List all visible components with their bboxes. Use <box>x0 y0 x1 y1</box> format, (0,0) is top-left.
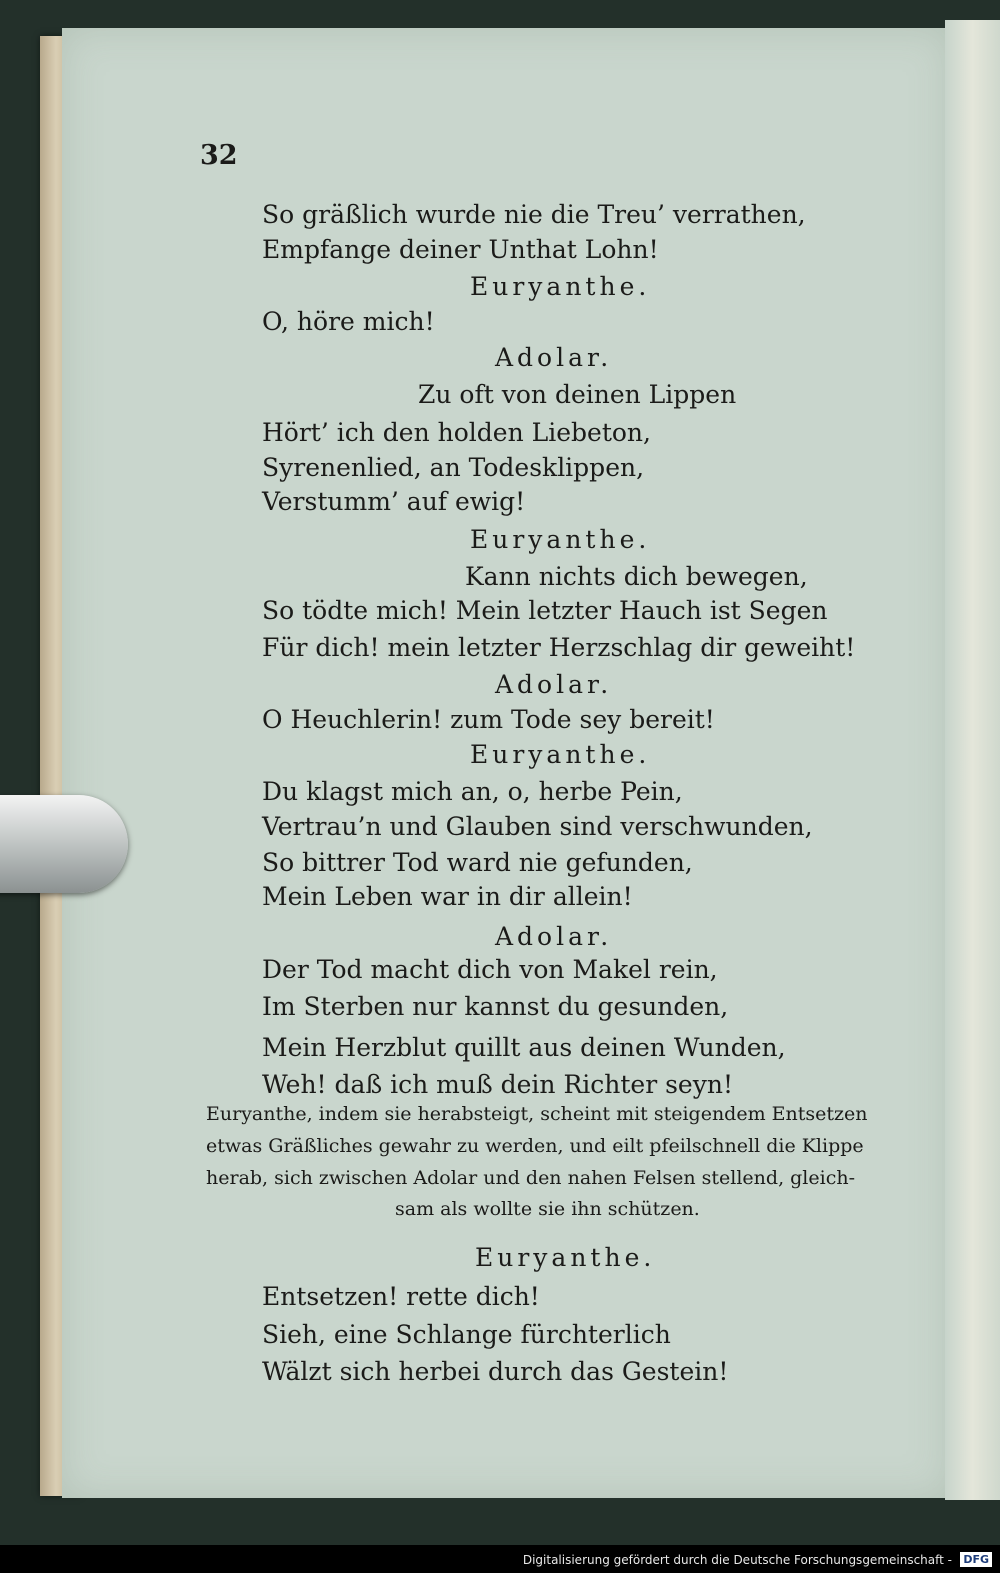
verse-line: Du klagst mich an, o, herbe Pein, <box>262 777 683 806</box>
page-number: 32 <box>200 140 238 171</box>
verse-line: Vertrau’n und Glauben sind verschwunden, <box>262 812 813 841</box>
digitization-footer <box>0 1545 1000 1573</box>
verse-line: Kann nichts dich bewegen, <box>465 562 808 591</box>
speaker-name: Adolar. <box>495 343 613 372</box>
footer-credit: Digitalisierung gefördert durch die Deutsche Forschungsgemeinschaft - <box>522 1553 952 1567</box>
speaker-name: Adolar. <box>495 922 613 951</box>
verse-line: So bittrer Tod ward nie gefunden, <box>262 848 693 877</box>
verse-line: Zu oft von deinen Lippen <box>418 380 737 409</box>
verse-line: Empfange deiner Unthat Lohn! <box>262 235 659 264</box>
stage-direction-line: herab, sich zwischen Adolar und den nahen Felsen stellend, gleich- <box>206 1167 856 1189</box>
verse-line: O, höre mich! <box>262 307 435 336</box>
verse-line: Verstumm’ auf ewig! <box>262 487 526 516</box>
verse-line: So gräßlich wurde nie die Treu’ verrathen, <box>262 200 806 229</box>
verse-line: So tödte mich! Mein letzter Hauch ist Segen <box>262 596 828 625</box>
verse-line: Der Tod macht dich von Makel rein, <box>262 955 718 984</box>
verse-line: Im Sterben nur kannst du gesunden, <box>262 992 729 1021</box>
verse-line: Syrenenlied, an Todesklippen, <box>262 453 645 482</box>
speaker-name: Euryanthe. <box>470 740 651 769</box>
facing-page-edge <box>945 20 1000 1500</box>
verse-line: Mein Leben war in dir allein! <box>262 882 633 911</box>
stage-direction-line: Euryanthe, indem sie herabsteigt, scheint mit steigendem Entsetzen <box>206 1103 868 1125</box>
dfg-logo: DFG <box>960 1552 992 1567</box>
scanner-thumb-clip <box>0 795 128 893</box>
verse-line: Mein Herzblut quillt aus deinen Wunden, <box>262 1033 786 1062</box>
verse-line: Sieh, eine Schlange fürchterlich <box>262 1320 671 1349</box>
stage-direction-line: sam als wollte sie ihn schützen. <box>395 1198 700 1220</box>
speaker-name: Euryanthe. <box>470 272 651 301</box>
verse-line: Weh! daß ich muß dein Richter seyn! <box>262 1070 733 1099</box>
stage-direction-line: etwas Gräßliches gewahr zu werden, und eilt pfeilschnell die Klippe <box>206 1135 864 1157</box>
verse-line: Hört’ ich den holden Liebeton, <box>262 418 651 447</box>
speaker-name: Euryanthe. <box>470 525 651 554</box>
speaker-name: Adolar. <box>495 670 613 699</box>
verse-line: O Heuchlerin! zum Tode sey bereit! <box>262 705 715 734</box>
verse-line: Entsetzen! rette dich! <box>262 1282 540 1311</box>
speaker-name: Euryanthe. <box>475 1243 656 1272</box>
verse-line: Für dich! mein letzter Herzschlag dir geweiht! <box>262 633 856 662</box>
verse-line: Wälzt sich herbei durch das Gestein! <box>262 1357 729 1386</box>
